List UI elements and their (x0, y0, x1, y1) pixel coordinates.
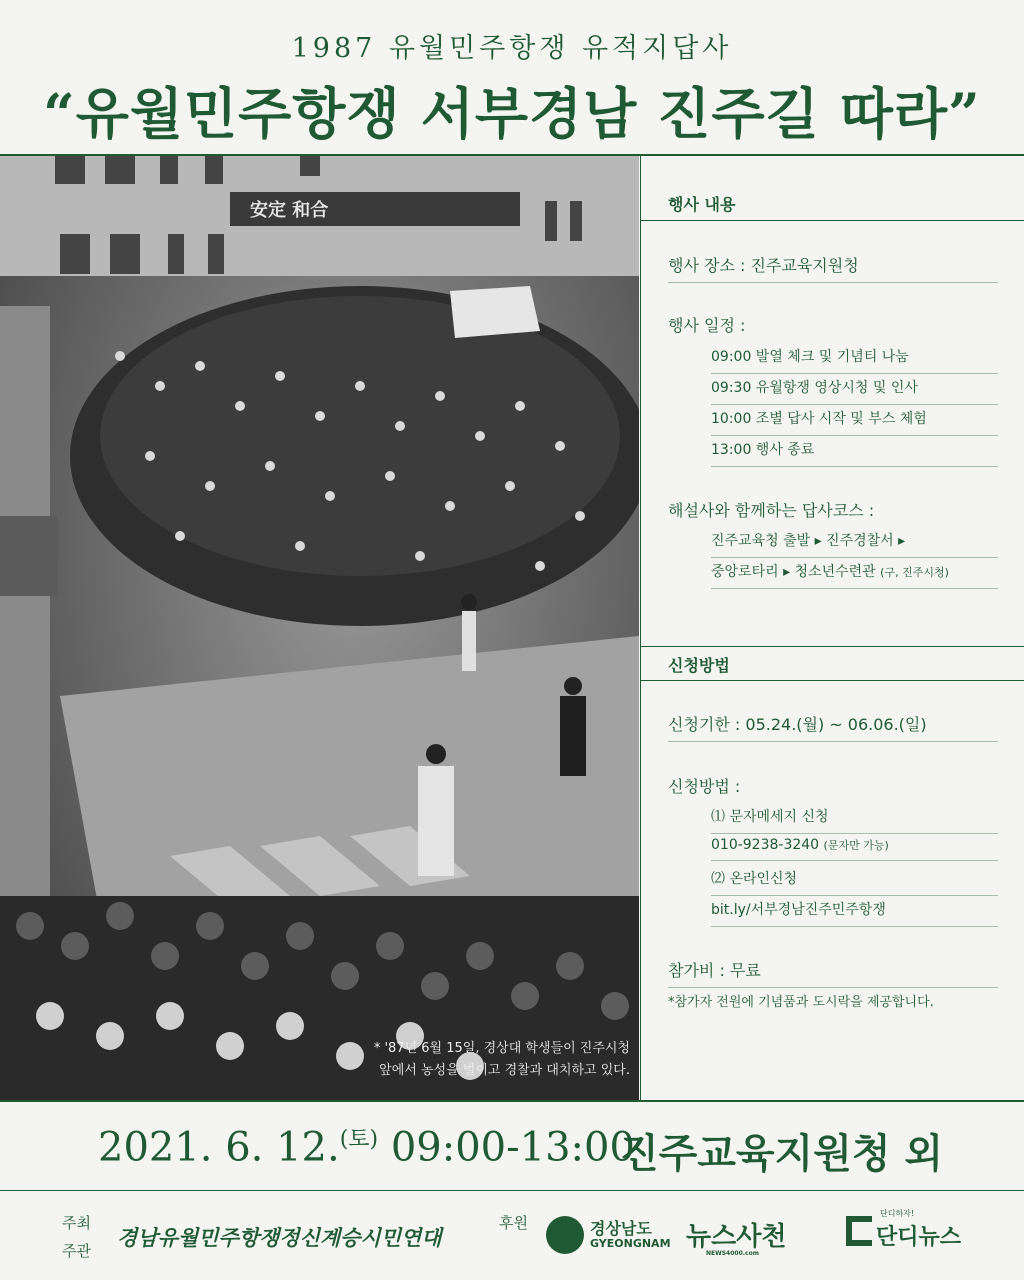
protest-photo (0, 156, 639, 1100)
photo-caption: * '87년 6월 15일, 경상대 학생들이 진주시청 앞에서 농성을 벌이고 경찰과 대치하고 있다. (373, 1041, 630, 1078)
course-line: 진주교육청 출발 ▸ 진주경찰서 ▸ (711, 530, 998, 558)
schedule-item: 09:00 발열 체크 및 기념티 나눔 (711, 346, 998, 374)
schedule-item: 10:00 조별 답사 시작 및 부스 체험 (711, 408, 998, 436)
event-date: 2021. 6. 12.$^{(토)}$ 09:00-13:00 (98, 1124, 635, 1171)
course-label: 해설사와 함께하는 답사코스 : (668, 501, 875, 520)
info-panel (640, 156, 1024, 1100)
apply-top-divider (641, 646, 1024, 647)
header (0, 0, 1024, 154)
gyeongnam-emblem-icon (546, 1216, 584, 1254)
dandinews-logo: 단디하자! 단디뉴스 (846, 1214, 966, 1248)
apply-deadline: 신청기한 : 05.24.(월) ~ 06.06.(일) (668, 712, 998, 742)
apply-heading-divider (641, 680, 1024, 681)
organization-name: 경남유월민주항쟁정신계승시민연대 (117, 1226, 442, 1250)
protest-photo-illustration (0, 156, 639, 1100)
schedule-label: 행사 일정 : (668, 316, 746, 335)
method-phone: 010-9238-3240 (문자만 가능) (711, 837, 998, 861)
apply-heading: 신청방법 (668, 656, 730, 675)
event-heading-divider (641, 220, 1024, 221)
method-online: ⑵ 온라인신청 (711, 868, 998, 896)
organizer-label: 주관 (62, 1242, 91, 1260)
dandinews-mark-icon (846, 1216, 872, 1246)
date-bar (0, 1100, 1024, 1190)
fee: 참가비 : 무료 (668, 958, 998, 988)
event-heading: 행사 내용 (668, 195, 736, 214)
method-sms: ⑴ 문자메세지 신청 (711, 806, 998, 834)
newssacheon-logo: 뉴스사천 NEWS4000.com (686, 1222, 787, 1257)
subtitle: 1987 유월민주항쟁 유적지답사 (291, 33, 733, 64)
schedule-item: 09:30 유월항쟁 영상시청 및 인사 (711, 377, 998, 405)
footer (0, 1192, 1024, 1280)
schedule-item: 13:00 행사 종료 (711, 439, 998, 467)
method-label: 신청방법 : (668, 777, 741, 796)
sponsor-label: 후원 (499, 1214, 528, 1232)
host-label: 주최 (62, 1214, 91, 1232)
course-line: 중앙로타리 ▸ 청소년수련관 (구, 진주시청) (711, 561, 998, 589)
signboard-text: 安定 和合 (250, 200, 329, 221)
signup-link[interactable]: bit.ly/서부경남진주민주항쟁 (711, 899, 998, 927)
event-venue: 행사 장소 : 진주교육지원청 (668, 253, 998, 283)
page-title: “유월민주항쟁 서부경남 진주길 따라” (43, 81, 981, 146)
gyeongnam-logo: 경상남도 GYEONGNAM (546, 1212, 656, 1260)
event-venue-main: 진주교육지원청 외 (620, 1130, 944, 1177)
footer-divider (0, 1190, 1024, 1191)
fee-note: *참가자 전원에 기념품과 도시락을 제공합니다. (668, 995, 934, 1010)
